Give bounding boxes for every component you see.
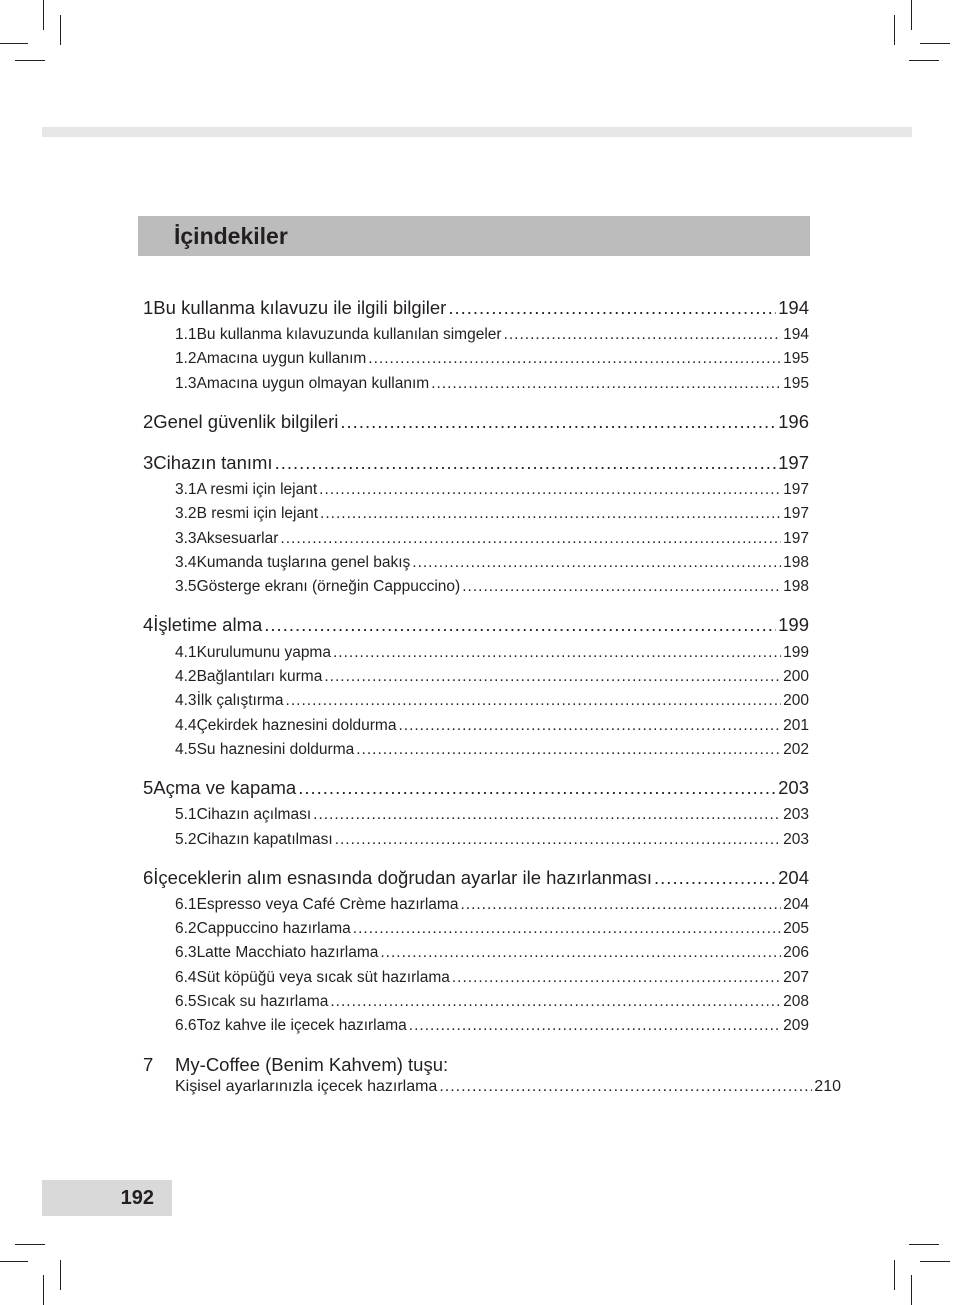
dot-leader — [280, 530, 781, 548]
toc-entry-5-2[interactable] — [143, 831, 809, 849]
dot-leader — [313, 806, 781, 824]
crop-mark — [0, 43, 28, 44]
toc-entry-number: 1.3 — [175, 375, 197, 392]
header-band — [42, 127, 912, 137]
dot-leader — [335, 831, 781, 849]
toc-entry-5-1[interactable] — [143, 806, 809, 824]
crop-mark — [894, 15, 895, 45]
toc-entry-number: 3 — [143, 452, 154, 473]
toc-entry-title: Çekirdek haznesini doldurma — [196, 717, 397, 734]
toc-entry-page: 200 — [783, 692, 809, 709]
toc-entry-number: 3.1 — [175, 481, 197, 498]
toc-entry-4-3[interactable] — [143, 692, 809, 710]
crop-mark — [911, 1275, 912, 1305]
page-number-box — [42, 1180, 172, 1216]
toc-entry-title: A resmi için lejant — [196, 481, 318, 498]
toc-entry-page: 198 — [783, 554, 809, 571]
toc-entry-7[interactable] — [143, 1054, 809, 1076]
toc-entry-title: Amacına uygun kullanım — [196, 350, 367, 367]
toc-entry-page: 200 — [783, 668, 809, 685]
toc-entry-page: 204 — [778, 867, 809, 888]
crop-mark — [909, 60, 939, 61]
toc-entry-title: Cihazın tanımı — [153, 452, 273, 473]
toc-entry-title: B resmi için lejant — [196, 505, 319, 522]
toc-entry-page: 202 — [783, 741, 809, 758]
toc-entry-page: 205 — [783, 920, 809, 937]
dot-leader — [448, 297, 776, 319]
dot-leader — [452, 969, 781, 987]
toc-entry-page: 197 — [783, 505, 809, 522]
toc-entry-page: 201 — [783, 717, 809, 734]
toc-entry-cont[interactable] — [143, 1078, 841, 1096]
toc-entry-title: İçeceklerin alım esnasında doğrudan ayarlar ile hazırlanması — [153, 867, 653, 888]
crop-mark — [894, 1260, 895, 1290]
toc-entry-3-1[interactable] — [143, 481, 809, 499]
toc-entry-number: 5.2 — [175, 831, 197, 848]
toc-entry-page: 197 — [783, 481, 809, 498]
toc-entry-number: 6.4 — [175, 969, 197, 986]
toc-entry-title: Süt köpüğü veya sıcak süt hazırlama — [196, 969, 450, 986]
crop-mark — [0, 1261, 28, 1262]
toc-entry-number: 1.1 — [175, 326, 197, 343]
toc-entry-page: 209 — [783, 1017, 809, 1034]
toc-entry-number: 5.1 — [175, 806, 197, 823]
dot-leader — [431, 375, 781, 393]
toc-entry-number: 6.1 — [175, 896, 197, 913]
toc-entry-number: 5 — [143, 777, 154, 798]
toc-entry-number: 6.5 — [175, 993, 197, 1010]
dot-leader — [398, 717, 781, 735]
dot-leader — [330, 993, 781, 1011]
toc-entry-number: 1.2 — [175, 350, 197, 367]
toc-entry-title: Bu kullanma kılavuzu ile ilgili bilgiler — [153, 297, 447, 318]
toc-entry-1-1[interactable] — [143, 326, 809, 344]
toc-entry-3-4[interactable] — [143, 554, 809, 572]
toc-entry-number: 1 — [143, 297, 154, 318]
dot-leader — [298, 777, 776, 799]
toc-entry-6-3[interactable] — [143, 944, 809, 962]
dot-leader — [462, 578, 781, 596]
crop-mark — [43, 1275, 44, 1305]
toc-entry-title: Sıcak su hazırlama — [196, 993, 329, 1010]
toc-entry-title: My-Coffee (Benim Kahvem) tuşu: — [175, 1054, 449, 1075]
crop-mark — [911, 0, 912, 30]
toc-entry-4-5[interactable] — [143, 741, 809, 759]
dot-leader — [264, 614, 776, 636]
dot-leader — [356, 741, 781, 759]
toc-entry-page: 203 — [778, 777, 809, 798]
toc-entry-4-1[interactable] — [143, 644, 809, 662]
toc-entry-title: Kurulumunu yapma — [196, 644, 331, 661]
toc-entry-page: 195 — [783, 350, 809, 367]
crop-mark — [15, 60, 45, 61]
dot-leader — [439, 1078, 812, 1096]
toc-entry-page: 199 — [783, 644, 809, 661]
dot-leader — [654, 867, 776, 889]
dot-leader — [412, 554, 781, 572]
toc-entry-number: 4.1 — [175, 644, 197, 661]
toc-entry-1[interactable] — [143, 297, 809, 319]
toc-entry-page: 206 — [783, 944, 809, 961]
toc-entry-title: Kişisel ayarlarınızla içecek hazırlama — [175, 1078, 438, 1095]
dot-leader — [368, 350, 781, 368]
crop-mark — [920, 43, 950, 44]
dot-leader — [380, 944, 781, 962]
toc-entry-3-5[interactable] — [143, 578, 809, 596]
dot-leader — [504, 326, 782, 344]
toc-entry-title: İşletime alma — [153, 614, 263, 635]
toc-entry-number: 4.2 — [175, 668, 197, 685]
toc-entry-page: 199 — [778, 614, 809, 635]
dot-leader — [333, 644, 781, 662]
crop-mark — [15, 1244, 45, 1245]
toc-entry-1-3[interactable] — [143, 375, 809, 393]
toc-entry-title: Su haznesini doldurma — [196, 741, 355, 758]
dot-leader — [275, 452, 777, 474]
toc-entry-page: 203 — [783, 831, 809, 848]
toc-entry-6-2[interactable] — [143, 920, 809, 938]
dot-leader — [340, 411, 776, 433]
toc-entry-title: Bağlantıları kurma — [196, 668, 323, 685]
toc-entry-2[interactable] — [143, 411, 809, 433]
toc-entry-title: Genel güvenlik bilgileri — [153, 411, 339, 432]
dot-leader — [409, 1017, 781, 1035]
crop-mark — [43, 0, 44, 30]
toc-entry-title: Amacına uygun olmayan kullanım — [196, 375, 430, 392]
toc-entry-page: 194 — [778, 297, 809, 318]
toc-entry-4-4[interactable] — [143, 717, 809, 735]
title-bar — [138, 216, 810, 256]
toc-entry-4-2[interactable] — [143, 668, 809, 686]
toc-entry-number: 3.2 — [175, 505, 197, 522]
toc-entry-number: 6 — [143, 867, 154, 888]
toc-entry-page: 208 — [783, 993, 809, 1010]
toc-entry-number: 4 — [143, 614, 154, 635]
toc-entry-3-3[interactable] — [143, 530, 809, 548]
toc-entry-page: 196 — [778, 411, 809, 432]
dot-leader — [460, 896, 781, 914]
toc-entry-number: 2 — [143, 411, 154, 432]
toc-entry-number: 3.4 — [175, 554, 197, 571]
toc-entry-title: Cihazın açılması — [196, 806, 312, 823]
toc-entry-1-2[interactable] — [143, 350, 809, 368]
toc-entry-6-6[interactable] — [143, 1017, 809, 1035]
toc-entry-6-4[interactable] — [143, 969, 809, 987]
toc-entry-number: 6.3 — [175, 944, 197, 961]
toc-entry-title: Toz kahve ile içecek hazırlama — [196, 1017, 407, 1034]
toc-entry-4[interactable] — [143, 614, 809, 636]
toc-entry-title: Açma ve kapama — [153, 777, 297, 798]
toc-entry-title: Cappuccino hazırlama — [196, 920, 351, 937]
dot-leader — [319, 481, 781, 499]
toc-entry-page: 197 — [783, 530, 809, 547]
toc-entry-number: 3.5 — [175, 578, 197, 595]
crop-mark — [60, 1260, 61, 1290]
toc-entry-title: Kumanda tuşlarına genel bakış — [196, 554, 411, 571]
toc-entry-number: 4.3 — [175, 692, 197, 709]
toc-entry-number: 7 — [143, 1054, 154, 1075]
toc-entry-page: 203 — [783, 806, 809, 823]
toc-entry-3-2[interactable] — [143, 505, 809, 523]
toc-entry-page: 195 — [783, 375, 809, 392]
dot-leader — [324, 668, 781, 686]
crop-mark — [920, 1261, 950, 1262]
toc-entry-title: Espresso veya Café Crème hazırlama — [196, 896, 459, 913]
toc-entry-page: 197 — [778, 452, 809, 473]
toc-entry-number: 6.2 — [175, 920, 197, 937]
toc-entry-6-5[interactable] — [143, 993, 809, 1011]
toc-entry-title: Bu kullanma kılavuzunda kullanılan simgeler — [196, 326, 502, 343]
toc-entry-6-1[interactable] — [143, 896, 809, 914]
toc-entry-number: 4.4 — [175, 717, 197, 734]
toc-entry-title: Aksesuarlar — [196, 530, 279, 547]
toc-entry-number: 6.6 — [175, 1017, 197, 1034]
toc-entry-title: Gösterge ekranı (örneğin Cappuccino) — [196, 578, 461, 595]
toc-entry-page: 198 — [783, 578, 809, 595]
dot-leader — [286, 692, 782, 710]
toc-entry-title: Cihazın kapatılması — [196, 831, 333, 848]
crop-mark — [60, 15, 61, 45]
page-number: 192 — [120, 1187, 154, 1209]
toc-entry-3[interactable] — [143, 452, 809, 474]
toc-entry-page: 207 — [783, 969, 809, 986]
toc-entry-title: Latte Macchiato hazırlama — [196, 944, 379, 961]
toc-entry-number: 3.3 — [175, 530, 197, 547]
toc-entry-page: 210 — [814, 1078, 841, 1095]
toc-entry-5[interactable] — [143, 777, 809, 799]
toc-entry-page: 194 — [783, 326, 809, 343]
toc-entry-title: İlk çalıştırma — [196, 692, 284, 709]
toc-entry-number: 4.5 — [175, 741, 197, 758]
toc-entry-page: 204 — [783, 896, 809, 913]
dot-leader — [320, 505, 781, 523]
dot-leader — [353, 920, 781, 938]
crop-mark — [909, 1244, 939, 1245]
page-title: İçindekiler — [174, 223, 288, 249]
toc-entry-6[interactable] — [143, 867, 809, 889]
